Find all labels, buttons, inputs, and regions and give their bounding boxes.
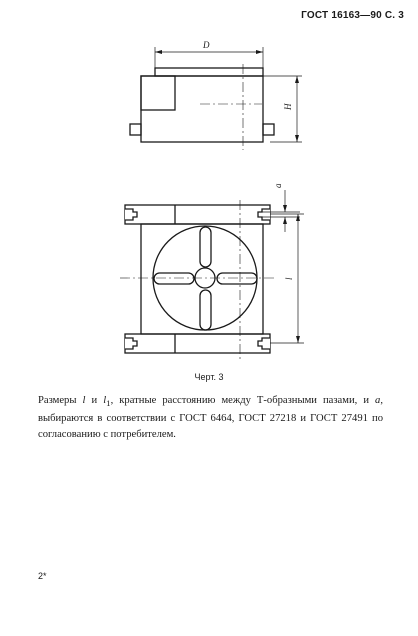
dim-label-l: l xyxy=(284,277,294,280)
var-l1: l xyxy=(103,395,107,406)
var-a: a xyxy=(375,395,381,406)
para-text-4: , выбираются в соответствии с ГОСТ 6464, ГОСТ 27218 и ГОСТ 27491 по согласованию с потребителем. xyxy=(38,395,383,441)
figure-caption: Черт. 3 xyxy=(194,372,224,382)
para-text-1: Размеры xyxy=(38,395,83,406)
var-l: l xyxy=(82,395,86,406)
page-number: 2* xyxy=(38,571,47,581)
page-header: ГОСТ 16163—90 С. 3 xyxy=(301,10,404,21)
para-text-3: , кратные расстоянию между Т-образными пазами, и xyxy=(110,395,376,406)
dim-label-d: D xyxy=(203,40,210,50)
body-paragraph xyxy=(38,393,383,443)
dim-label-a: a xyxy=(273,183,283,188)
plan-view xyxy=(120,190,304,360)
dim-label-h: H xyxy=(283,103,293,110)
para-text-2: и xyxy=(85,395,104,406)
var-l1-subscript: 1 xyxy=(106,398,111,409)
side-view xyxy=(130,47,302,150)
